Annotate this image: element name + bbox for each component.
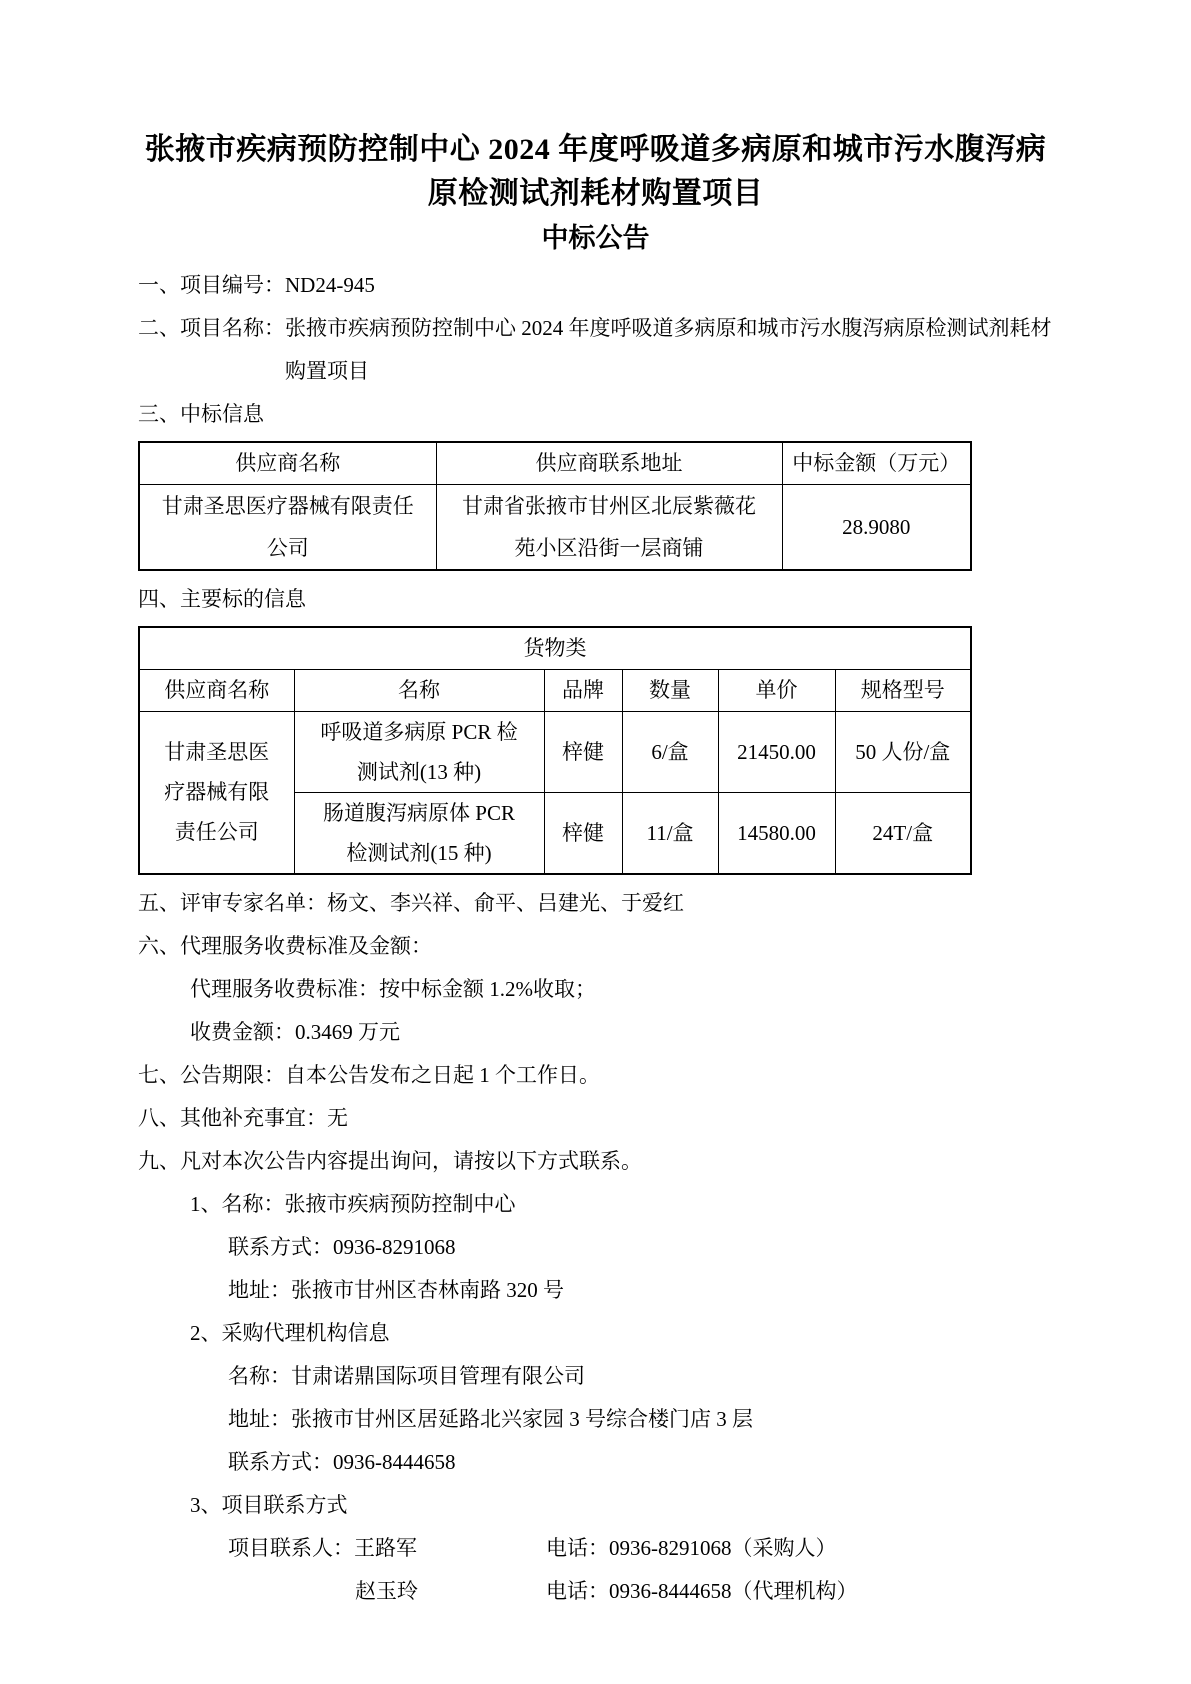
subject-item-name-1: 呼吸道多病原 PCR 检测试剂(13 种) <box>294 711 544 792</box>
subject-header-qty: 数量 <box>622 669 718 711</box>
project-contact-line-2 <box>138 1570 1056 1613</box>
award-header-address: 供应商联系地址 <box>436 442 782 484</box>
subject-header-name: 名称 <box>294 669 544 711</box>
subject-item-spec-1: 50 人份/盒 <box>835 711 971 792</box>
subject-row-1 <box>139 711 971 792</box>
subject-item-brand-1: 梓健 <box>544 711 622 792</box>
purchaser-phone-line: 联系方式：0936-8291068 <box>228 1234 456 1259</box>
award-table-row <box>139 484 971 570</box>
announcement-period-line: 七、公告期限：自本公告发布之日起 1 个工作日。 <box>138 1062 600 1087</box>
subject-category-cell: 货物类 <box>139 627 971 669</box>
subject-heading: 四、主要标的信息 <box>138 587 306 611</box>
award-table-header-row <box>139 442 971 484</box>
subject-item-brand-2: 梓健 <box>544 792 622 874</box>
subject-header-row <box>139 669 971 711</box>
award-header-supplier: 供应商名称 <box>139 442 436 484</box>
agency-fee-heading: 六、代理服务收费标准及金额： <box>138 933 432 958</box>
award-supplier-cell: 甘肃圣思医疗器械有限责任公司 <box>139 484 436 570</box>
subject-header-price: 单价 <box>718 669 835 711</box>
award-address-cell: 甘肃省张掖市甘州区北辰紫薇花苑小区沿街一层商铺 <box>436 484 782 570</box>
project-number-line <box>138 264 1056 307</box>
subject-item-qty-1: 6/盒 <box>622 711 718 792</box>
subject-item-price-2: 14580.00 <box>718 792 835 874</box>
project-number-value: ND24-945 <box>285 273 375 297</box>
contact-phone-2: 电话：0936-8444658（代理机构） <box>546 1578 858 1603</box>
document-subtitle: 中标公告 <box>541 223 650 253</box>
subject-header-spec: 规格型号 <box>835 669 971 711</box>
award-info-heading: 三、中标信息 <box>138 402 264 426</box>
award-amount-cell: 28.9080 <box>782 484 971 570</box>
award-table <box>138 441 972 571</box>
project-number-label: 一、项目编号： <box>138 273 285 297</box>
agency-fee-amount-line: 收费金额：0.3469 万元 <box>190 1019 400 1044</box>
purchaser-name-line: 1、名称：张掖市疾病预防控制中心 <box>190 1191 516 1216</box>
agency-fee-standard-line: 代理服务收费标准：按中标金额 1.2%收取； <box>190 976 596 1001</box>
document-body <box>0 260 1191 1613</box>
agency-phone-line: 联系方式：0936-8444658 <box>228 1449 456 1474</box>
inquiry-line: 九、凡对本次公告内容提出询问，请按以下方式联系。 <box>138 1148 642 1173</box>
contact-phone-1: 电话：0936-8291068（采购人） <box>546 1535 837 1560</box>
subject-category-row <box>139 627 971 669</box>
contact-person-2: 赵玉玲 <box>355 1578 418 1603</box>
other-matters-line: 八、其他补充事宜：无 <box>138 1105 348 1130</box>
document-header <box>0 0 1191 260</box>
subject-item-spec-2: 24T/盒 <box>835 792 971 874</box>
subject-item-qty-2: 11/盒 <box>622 792 718 874</box>
subject-header-brand: 品牌 <box>544 669 622 711</box>
subject-header-supplier: 供应商名称 <box>139 669 294 711</box>
agency-name-line: 名称：甘肃诺鼎国际项目管理有限公司 <box>228 1363 585 1388</box>
subject-table <box>138 626 972 875</box>
award-header-amount: 中标金额（万元） <box>782 442 971 484</box>
project-name-line <box>138 307 1056 393</box>
contact-person-1: 项目联系人：王路军 <box>228 1535 417 1560</box>
subject-supplier-cell: 甘肃圣思医疗器械有限责任公司 <box>139 711 294 874</box>
purchaser-address-line: 地址：张掖市甘州区杏林南路 320 号 <box>228 1277 564 1302</box>
project-contact-heading: 3、项目联系方式 <box>190 1492 348 1517</box>
agency-heading-line: 2、采购代理机构信息 <box>190 1320 390 1345</box>
subject-item-name-2: 肠道腹泻病原体 PCR 检测试剂(15 种) <box>294 792 544 874</box>
subject-item-price-1: 21450.00 <box>718 711 835 792</box>
document-title: 张掖市疾病预防控制中心 2024 年度呼吸道多病原和城市污水腹泻病原检测试剂耗材购置项目 <box>144 133 1047 210</box>
experts-line: 五、评审专家名单：杨文、李兴祥、俞平、吕建光、于爱红 <box>138 890 684 915</box>
project-name-label: 二、项目名称： <box>138 316 285 340</box>
project-name-value: 张掖市疾病预防控制中心 2024 年度呼吸道多病原和城市污水腹泻病原检测试剂耗材购置项目 <box>285 316 1052 383</box>
project-contact-line-1 <box>138 1527 1056 1570</box>
agency-address-line: 地址：张掖市甘州区居延路北兴家园 3 号综合楼门店 3 层 <box>228 1406 753 1431</box>
